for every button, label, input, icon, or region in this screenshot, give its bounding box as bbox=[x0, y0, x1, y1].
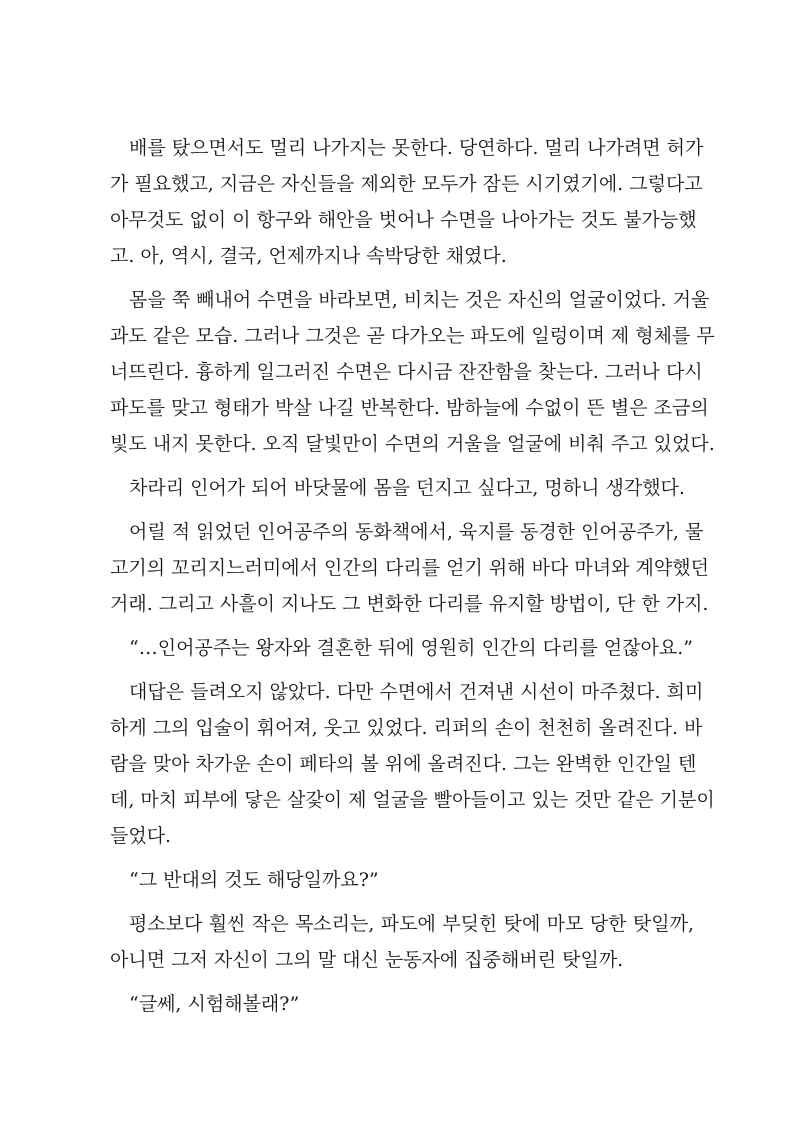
text-line: 너뜨린다. 흉하게 일그러진 수면은 다시금 잔잔함을 찾는다. 그러나 다시 bbox=[110, 361, 703, 383]
text-line: 평소보다 훨씬 작은 목소리는, 파도에 부딪힌 탓에 마모 당한 탓일까, bbox=[129, 913, 694, 935]
text-line: “글쎄, 시험해볼래?” bbox=[129, 993, 300, 1015]
paragraph bbox=[110, 630, 694, 666]
paragraph bbox=[110, 130, 704, 274]
text-line: “…인어공주는 왕자와 결혼한 뒤에 영원히 인간의 다리를 얻잖아요.” bbox=[129, 637, 693, 659]
text-line: 가 필요했고, 지금은 자신들을 제외한 모두가 잠든 시기였기에. 그렇다고 bbox=[110, 173, 703, 195]
text-line: 대답은 들려오지 않았다. 다만 수면에서 건져낸 시선이 마주쳤다. 희미 bbox=[129, 681, 704, 703]
text-line: 빛도 내지 못한다. 오직 달빛만이 수면의 거울을 얼굴에 비춰 주고 있었다. bbox=[110, 433, 715, 455]
text-line: 거래. 그리고 사흘이 지나도 그 변화한 다리를 유지할 방법이, 단 한 가지. bbox=[110, 593, 709, 615]
text-line: 배를 탔으면서도 멀리 나가지는 못한다. 당연하다. 멀리 나가려면 허가 bbox=[129, 137, 704, 159]
text-line: 아무것도 없이 이 항구와 해안을 벗어나 수면을 나아가는 것도 불가능했 bbox=[110, 209, 697, 231]
text-line: 들었다. bbox=[110, 825, 172, 847]
paragraph bbox=[110, 470, 694, 506]
paragraph bbox=[110, 674, 715, 854]
paragraph bbox=[110, 282, 715, 462]
text-line: “그 반대의 것도 해당일까요?” bbox=[129, 869, 379, 891]
text-line: 아니면 그저 자신이 그의 말 대신 눈동자에 집중해버린 탓일까. bbox=[110, 949, 624, 971]
text-line: 고. 아, 역시, 결국, 언제까지나 속박당한 채였다. bbox=[110, 245, 507, 267]
text-line: 하게 그의 입술이 휘어져, 웃고 있었다. 리퍼의 손이 천천히 올려진다. 바 bbox=[110, 717, 703, 739]
body-text bbox=[110, 130, 715, 1030]
text-line: 차라리 인어가 되어 바닷물에 몸을 던지고 싶다고, 멍하니 생각했다. bbox=[129, 477, 685, 499]
text-line: 람을 맞아 차가운 손이 페타의 볼 위에 올려진다. 그는 완벽한 인간일 텐 bbox=[110, 753, 697, 775]
text-line: 파도를 맞고 형태가 박살 나길 반복한다. 밤하늘에 수없이 뜬 별은 조금의 bbox=[110, 397, 709, 419]
text-line: 과도 같은 모습. 그러나 그것은 곧 다가오는 파도에 일렁이며 제 형체를 무 bbox=[110, 325, 715, 347]
text-line: 데, 마치 피부에 닿은 살갗이 제 얼굴을 빨아들이고 있는 것만 같은 기분이 bbox=[110, 789, 715, 811]
text-line: 몸을 쭉 빼내어 수면을 바라보면, 비치는 것은 자신의 얼굴이었다. 거울 bbox=[129, 289, 710, 311]
paragraph bbox=[110, 862, 694, 898]
paragraph bbox=[110, 514, 709, 622]
paragraph bbox=[110, 906, 694, 978]
paragraph bbox=[110, 986, 694, 1022]
text-line: 고기의 꼬리지느러미에서 인간의 다리를 얻기 위해 바다 마녀와 계약했던 bbox=[110, 557, 709, 579]
text-line: 어릴 적 읽었던 인어공주의 동화책에서, 육지를 동경한 인어공주가, 물 bbox=[129, 521, 704, 543]
